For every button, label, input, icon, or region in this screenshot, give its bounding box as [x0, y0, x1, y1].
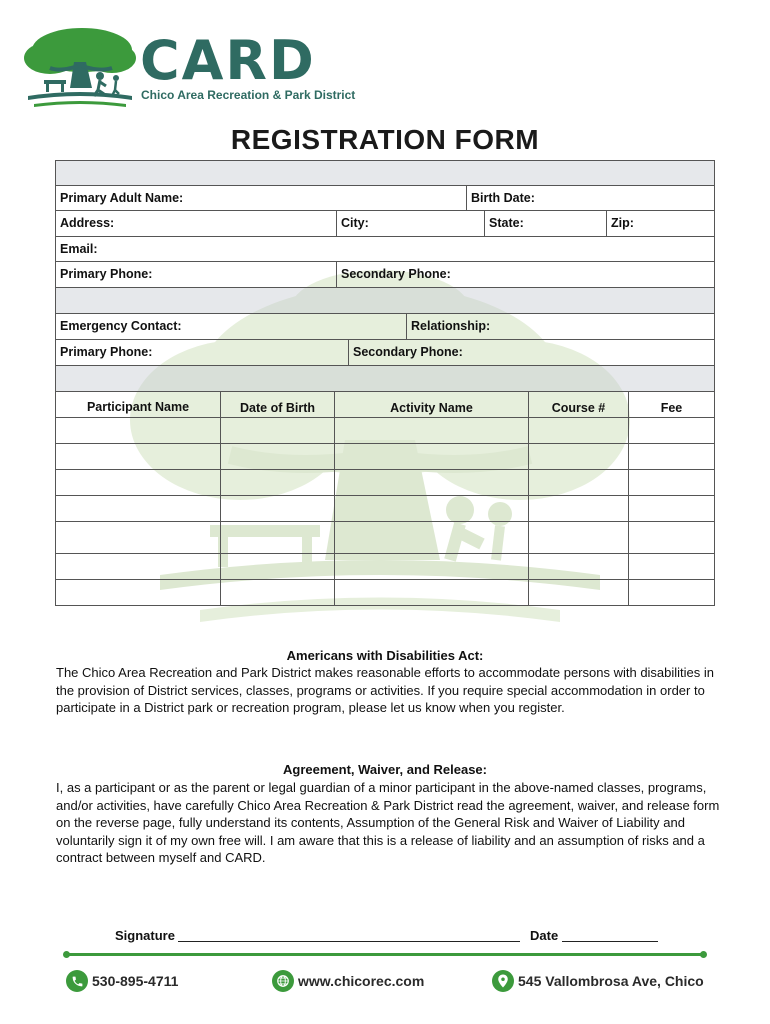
table-cell[interactable] [628, 580, 716, 605]
table-cell[interactable] [334, 522, 528, 553]
emergency-contact-field[interactable] [56, 314, 406, 339]
table-cell[interactable] [56, 580, 220, 605]
col-participant-name: Participant Name [86, 400, 190, 414]
zip-field[interactable] [606, 211, 714, 236]
ada-paragraph: The Chico Area Recreation and Park District makes reasonable efforts to accommodate persons with disabilities in the provision of District services, classes, programs or activities. If you require special accommodation in order to participate in a District park or recreation program, please let us know when you register. [56, 665, 715, 715]
table-cell[interactable] [220, 496, 334, 521]
table-cell[interactable] [628, 444, 716, 469]
col-date-of-birth: Date of Birth [220, 392, 334, 417]
date-line[interactable] [562, 941, 658, 942]
ada-title: Americans with Disabilities Act: [286, 648, 484, 663]
table-cell[interactable] [628, 418, 716, 443]
primary-adult-name-label: Primary Adult Name: [60, 191, 184, 205]
primary-phone-field[interactable] [56, 262, 336, 287]
footer-address-text: 545 Vallombrosa Ave, Chico [518, 973, 704, 989]
table-row [55, 470, 715, 496]
table-cell[interactable] [56, 496, 220, 521]
table-cell[interactable] [220, 444, 334, 469]
birth-date-label: Birth Date: [471, 191, 535, 205]
primary-adult-row [55, 186, 715, 211]
table-cell[interactable] [528, 444, 628, 469]
table-row [55, 418, 715, 444]
table-cell[interactable] [628, 522, 716, 553]
birth-date-field[interactable] [466, 186, 714, 210]
agreement-paragraph: I, as a participant or as the parent or legal guardian of a minor participant in the above-named classes, programs, and/or activities, have carefully Chico Area Recreation & Park District read the agreement, waiver, and release form on the reverse page, fully understand its contents, Assumption of the General Risk and Waiver of Liability and voluntarily sign it of my own free will. I am aware that this is a release of liability and an assumption of risks and a contract between myself and CARD. [56, 780, 720, 865]
table-cell[interactable] [628, 496, 716, 521]
logo-wordmark: CARD [140, 29, 316, 92]
table-cell[interactable] [628, 470, 716, 495]
table-cell[interactable] [528, 522, 628, 553]
primary-adult-name-field[interactable] [56, 186, 466, 210]
form-title: REGISTRATION FORM [230, 124, 540, 155]
table-cell[interactable] [334, 496, 528, 521]
table-cell[interactable] [528, 470, 628, 495]
table-cell[interactable] [220, 554, 334, 579]
footer-website-text: www.chicorec.com [298, 973, 425, 989]
table-cell[interactable] [528, 554, 628, 579]
footer-divider [66, 953, 704, 956]
emergency-primary-phone-field[interactable] [56, 340, 348, 365]
email-row [55, 237, 715, 262]
table-cell[interactable] [334, 470, 528, 495]
phone-icon [66, 970, 88, 992]
relationship-label: Relationship: [411, 319, 491, 333]
table-row [55, 496, 715, 522]
col-fee: Fee [628, 392, 714, 417]
table-cell[interactable] [528, 580, 628, 605]
email-label: Email: [60, 242, 98, 256]
secondary-phone-label: Secondary Phone: [341, 267, 451, 281]
table-cell[interactable] [628, 554, 716, 579]
emergency-secondary-phone-field[interactable] [348, 340, 714, 365]
shaded-separator-row [55, 288, 715, 314]
date-label: Date [530, 928, 559, 943]
table-cell[interactable] [220, 470, 334, 495]
table-row [55, 522, 715, 554]
signature-label: Signature [115, 928, 175, 943]
address-row [55, 211, 715, 237]
table-cell[interactable] [334, 554, 528, 579]
table-cell[interactable] [220, 418, 334, 443]
table-cell[interactable] [56, 470, 220, 495]
state-label: State: [489, 216, 524, 230]
col-course-number: Course # [528, 392, 628, 417]
emergency-secondary-phone-label: Secondary Phone: [353, 345, 463, 359]
relationship-field[interactable] [406, 314, 714, 339]
card-tree-logo-icon [20, 22, 140, 112]
globe-icon [272, 970, 294, 992]
table-cell[interactable] [334, 444, 528, 469]
location-pin-icon [492, 970, 514, 992]
email-field[interactable] [56, 237, 714, 261]
city-label: City: [341, 216, 369, 230]
city-field[interactable] [336, 211, 484, 236]
table-cell[interactable] [56, 418, 220, 443]
signature-line[interactable] [178, 941, 520, 942]
footer-website[interactable] [272, 968, 424, 994]
table-cell[interactable] [334, 580, 528, 605]
address-field[interactable] [56, 211, 336, 236]
zip-label: Zip: [611, 216, 634, 230]
secondary-phone-field[interactable] [336, 262, 714, 287]
emergency-primary-phone-label: Primary Phone: [60, 345, 153, 359]
agreement-title: Agreement, Waiver, and Release: [283, 762, 487, 777]
table-cell[interactable] [334, 418, 528, 443]
logo-subtitle: Chico Area Recreation & Park District [141, 88, 356, 102]
table-row [55, 580, 715, 606]
col-activity-name: Activity Name [334, 392, 528, 417]
table-cell[interactable] [220, 522, 334, 553]
participants-table-header [55, 392, 715, 418]
emergency-phone-row [55, 340, 715, 366]
table-row [55, 554, 715, 580]
phone-row [55, 262, 715, 288]
footer-phone[interactable] [66, 968, 178, 994]
shaded-separator-row [55, 366, 715, 392]
state-field[interactable] [484, 211, 606, 236]
table-row [55, 444, 715, 470]
footer-address[interactable] [492, 968, 704, 994]
shaded-separator-row [55, 160, 715, 186]
address-label: Address: [60, 216, 115, 230]
emergency-contact-row [55, 314, 715, 340]
table-cell[interactable] [220, 580, 334, 605]
table-cell[interactable] [528, 418, 628, 443]
table-cell[interactable] [56, 554, 220, 579]
footer-phone-text: 530-895-4711 [92, 973, 179, 989]
table-cell[interactable] [528, 496, 628, 521]
table-cell[interactable] [56, 522, 220, 553]
emergency-contact-label: Emergency Contact: [60, 319, 182, 333]
primary-phone-label: Primary Phone: [60, 267, 153, 281]
table-cell[interactable] [56, 444, 220, 469]
